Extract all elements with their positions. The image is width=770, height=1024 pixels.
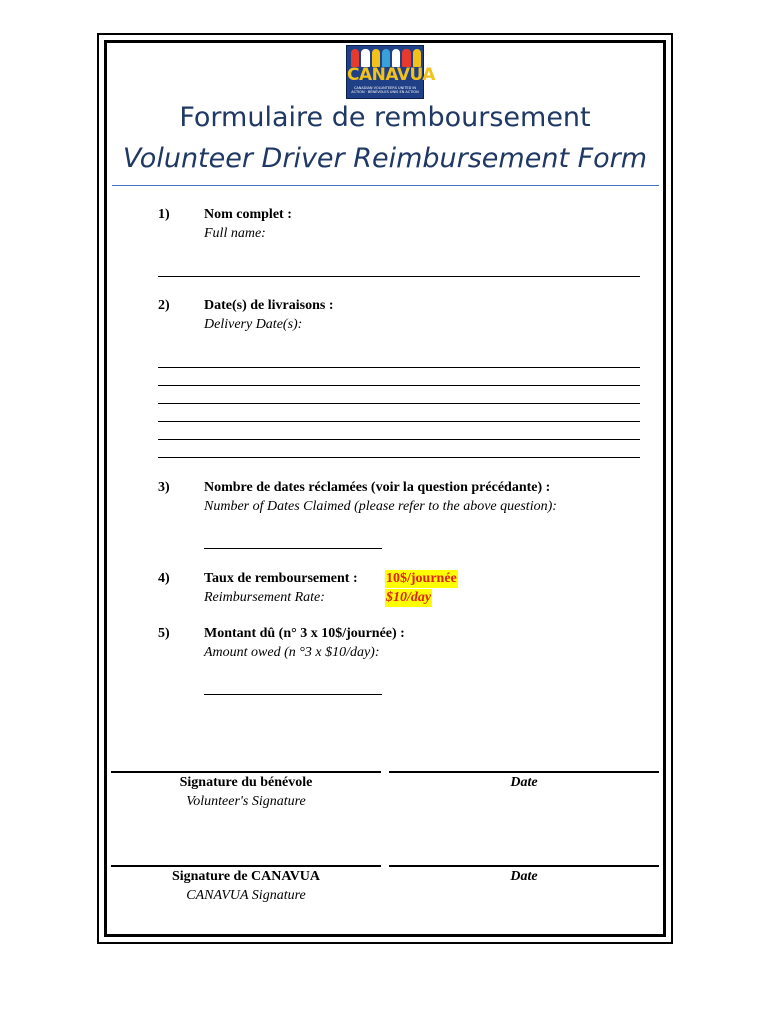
dates-claimed-field[interactable]: [204, 548, 382, 549]
volunteer-date-field[interactable]: [389, 771, 659, 773]
volunteer-signature-label-en: Volunteer's Signature: [186, 794, 306, 809]
volunteer-date-label: Date: [510, 775, 538, 790]
question-4-label-fr: Taux de remboursement :: [204, 571, 358, 586]
full-name-field[interactable]: [158, 276, 640, 277]
question-4-number: 4): [158, 571, 170, 586]
question-1-label-en: Full name:: [204, 226, 266, 241]
canavua-date-field[interactable]: [389, 865, 659, 867]
rate-value-fr: 10$/journée: [386, 571, 457, 586]
question-2-number: 2): [158, 298, 170, 313]
delivery-date-field[interactable]: [158, 439, 640, 440]
delivery-date-field[interactable]: [158, 367, 640, 368]
delivery-date-field[interactable]: [158, 421, 640, 422]
logo-tagline: CANADIAN VOLUNTEERS UNITED IN ACTION · BÉNÉVOLES UNIS EN ACTION: [351, 86, 419, 94]
delivery-date-field[interactable]: [158, 385, 640, 386]
question-4-label-en: Reimbursement Rate:: [204, 590, 325, 605]
question-2-label-fr: Date(s) de livraisons :: [204, 298, 334, 313]
question-1-label-fr: Nom complet :: [204, 207, 292, 222]
volunteer-signature-label-fr: Signature du bénévole: [179, 775, 313, 790]
question-3-label-en: Number of Dates Claimed (please refer to the above question):: [204, 499, 557, 514]
question-2-label-en: Delivery Date(s):: [204, 317, 303, 332]
amount-owed-field[interactable]: [204, 694, 382, 695]
delivery-date-field[interactable]: [158, 403, 640, 404]
question-5-number: 5): [158, 626, 170, 641]
question-5-label-fr: Montant dû (n° 3 x 10$/journée) :: [204, 626, 405, 641]
canavua-signature-label-fr: Signature de CANAVUA: [171, 869, 321, 884]
canavua-date-label: Date: [510, 869, 538, 884]
question-5-label-en: Amount owed (n °3 x $10/day):: [204, 645, 380, 660]
title-divider: [112, 185, 659, 186]
volunteer-signature-field[interactable]: [111, 771, 381, 773]
logo-brand: CANAVUA: [347, 65, 435, 85]
form-title-en: Volunteer Driver Reimbursement Form: [122, 143, 648, 174]
delivery-date-field[interactable]: [158, 457, 640, 458]
canavua-signature-label-en: CANAVUA Signature: [186, 888, 306, 903]
question-3-number: 3): [158, 480, 170, 495]
question-1-number: 1): [158, 207, 170, 222]
canavua-logo: [346, 45, 435, 99]
canavua-signature-field[interactable]: [111, 865, 381, 867]
rate-value-en: $10/day: [386, 590, 432, 605]
form-title-fr: Formulaire de remboursement: [179, 102, 591, 133]
question-3-label-fr: Nombre de dates réclamées (voir la question précédante) :: [204, 480, 551, 495]
